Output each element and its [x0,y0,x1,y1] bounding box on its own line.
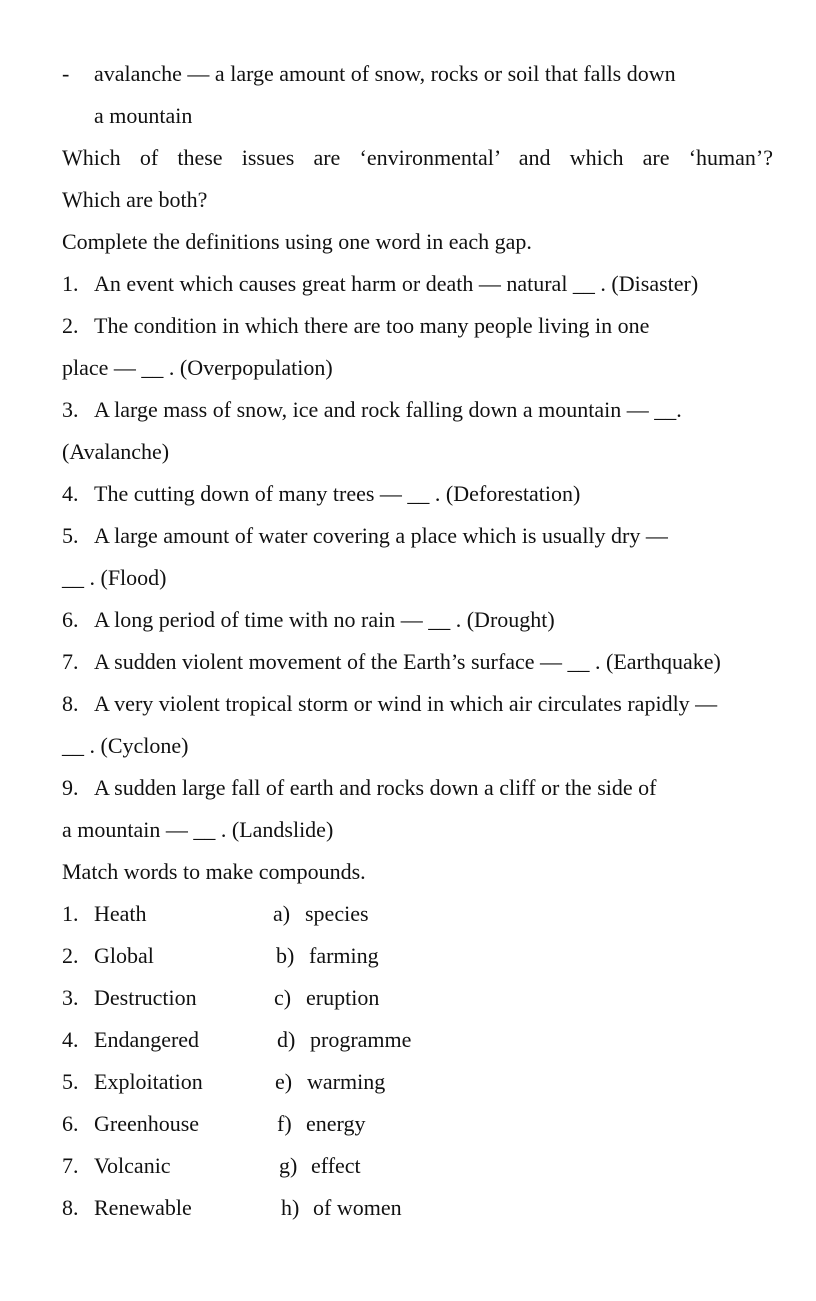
definition-number: 7. [62,649,79,674]
compound-right-word: eruption [306,985,380,1010]
compound-left-word: Destruction [94,985,197,1010]
compound-left-word: Greenhouse [94,1111,200,1136]
compound-right-word: farming [309,943,379,968]
definition-text: A large mass of snow, ice and rock falling down a mountain — __. [94,397,682,422]
compound-left-word: Exploitation [94,1069,203,1094]
compound-left-number: 7. [62,1153,79,1178]
definition-text-continued: __ . (Cyclone) [62,733,189,758]
compound-left-number: 4. [62,1027,79,1052]
bullet-dash: - [62,61,70,86]
definition-text-continued: __ . (Flood) [62,565,167,590]
definition-number: 2. [62,313,79,338]
compound-left-word: Endangered [94,1027,200,1052]
compounds-instruction: Match words to make compounds. [62,859,366,884]
definition-text: The cutting down of many trees — __ . (Deforestation) [94,481,581,506]
definition-number: 4. [62,481,79,506]
compound-left-word: Global [94,943,154,968]
definition-text-continued: place — __ . (Overpopulation) [62,355,333,380]
definition-number: 9. [62,775,79,800]
compound-right-letter: a) [273,901,291,926]
question-line-1: Which of these issues are ‘environmental’ and which are ‘human’? [62,145,773,170]
compound-right-letter: c) [274,985,292,1010]
compound-right-word: warming [307,1069,386,1094]
definition-text: A long period of time with no rain — __ . (Drought) [94,607,555,632]
compound-right-letter: g) [279,1153,298,1178]
definition-text-continued: (Avalanche) [62,439,170,464]
definition-text: A sudden violent movement of the Earth’s surface — __ . (Earthquake) [94,649,721,674]
compound-right-letter: d) [277,1027,296,1052]
compound-right-word: of women [313,1195,402,1220]
definition-number: 8. [62,691,79,716]
compound-left-word: Heath [94,901,147,926]
compound-right-letter: b) [276,943,295,968]
definition-text: A sudden large fall of earth and rocks down a cliff or the side of [94,775,657,800]
compound-right-word: programme [310,1027,412,1052]
compound-right-letter: h) [281,1195,300,1220]
compound-left-number: 8. [62,1195,79,1220]
definition-text-continued: a mountain — __ . (Landslide) [62,817,334,842]
compound-right-letter: f) [277,1111,292,1136]
compound-left-number: 6. [62,1111,79,1136]
question-line-2: Which are both? [62,187,208,212]
compound-left-number: 5. [62,1069,79,1094]
compound-right-word: species [305,901,369,926]
definition-text: A very violent tropical storm or wind in which air circulates rapidly — [94,691,718,716]
compound-left-word: Volcanic [94,1153,171,1178]
compound-right-word: energy [306,1111,366,1136]
definition-text: The condition in which there are too many people living in one [94,313,650,338]
compound-left-word: Renewable [94,1195,192,1220]
compound-left-number: 2. [62,943,79,968]
avalanche-definition-line-1: avalanche — a large amount of snow, rocks or soil that falls down [94,61,676,86]
definition-number: 1. [62,271,79,296]
compound-left-number: 3. [62,985,79,1010]
avalanche-definition-line-2: a mountain [94,103,193,128]
definition-number: 5. [62,523,79,548]
compound-right-letter: e) [275,1069,293,1094]
definitions-instruction: Complete the definitions using one word in each gap. [62,229,532,254]
compound-left-number: 1. [62,901,79,926]
compound-right-word: effect [311,1153,361,1178]
definition-text: An event which causes great harm or death — natural __ . (Disaster) [94,271,699,296]
definition-number: 6. [62,607,79,632]
definition-number: 3. [62,397,79,422]
definition-text: A large amount of water covering a place which is usually dry — [94,523,668,548]
